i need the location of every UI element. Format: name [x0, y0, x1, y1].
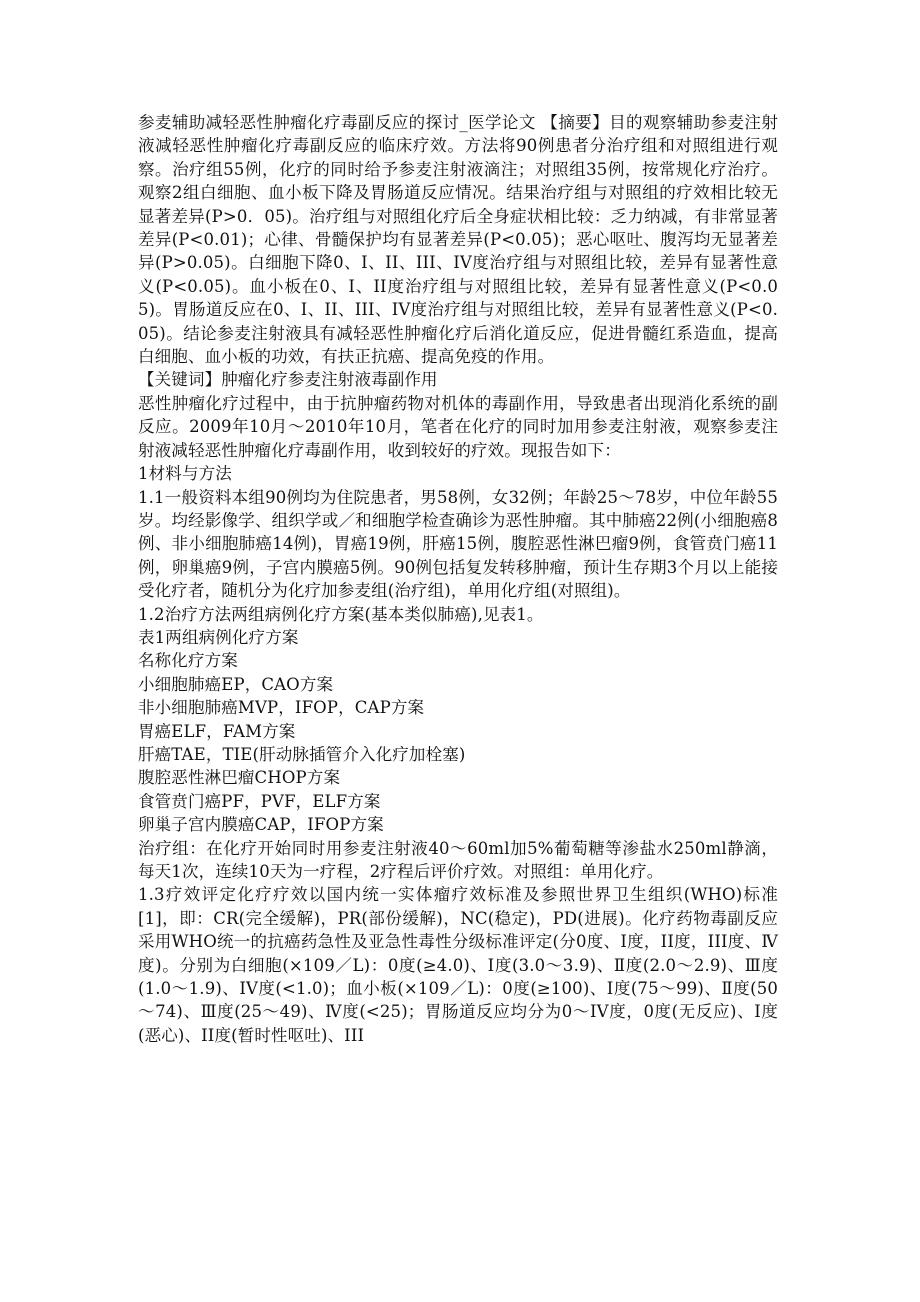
- table-caption: 表1两组病例化疗方案: [138, 627, 299, 647]
- table-row: 食管贲门癌PF，PVF，ELF方案: [138, 791, 381, 811]
- treatment-group-paragraph: 治疗组：在化疗开始同时用参麦注射液40～60ml加5%葡萄糖等渗盐水250ml静滴，每天1次，连续10天为一疗程，2疗程后评价疗效。对照组：单用化疗。: [138, 838, 778, 881]
- efficacy-evaluation-paragraph: 1.3疗效评定化疗疗效以国内统一实体瘤疗效标准及参照世界卫生组织(WHO)标准[1]，即：CR(完全缓解)，PR(部份缓解)，NC(稳定)，PD(进展)。化疗药物毒副反应采用WHO统一的抗癌药急性及亚急性毒性分级标准评定(分0度、I度，II度，III度、Ⅳ度)。分别为白细胞(×109／L)：0度(≥4.0)、I度(3.0～3.9)、Ⅱ度(2.0～2.9)、Ⅲ度(1.0～1.9)、IV度(<1.0)；血小板(×109／L)：0度(≥100)、I度(75～99)、Ⅱ度(50～74)、Ⅲ度(25～49)、Ⅳ度(<25)；胃肠道反应均分为0～IV度，0度(无反应)、I度(恶心)、II度(暂时性呕吐)、III: [138, 885, 778, 1045]
- abstract-paragraph: 参麦辅助减轻恶性肿瘤化疗毒副反应的探讨_医学论文 【摘要】目的观察辅助参麦注射液减轻恶性肿瘤化疗毒副反应的临床疗效。方法将90例患者分治疗组和对照组进行观察。治疗组55例，化疗的同时给予参麦注射液滴注；对照组35例，按常规化疗治疗。观察2组白细胞、血小板下降及胃肠道反应情况。结果治疗组与对照组的疗效相比较无显著差异(P>0．05)。治疗组与对照组化疗后全身症状相比较：乏力纳减，有非常显著差异(P<0.01)；心律、骨髓保护均有显著差异(P<0.05)；恶心呕吐、腹泻均无显著差异(P>0.05)。白细胞下降0、I、II、III、IV度治疗组与对照组比较，差异有显著性意义(P<0.05)。血小板在0、I、II度治疗组与对照组比较，差异有显著性意义(P<0.05)。胃肠道反应在0、I、II、III、IV度治疗组与对照组比较，差异有显著性意义(P<0.05)。结论参麦注射液具有减轻恶性肿瘤化疗后消化道反应，促进骨髓红系造血，提高白细胞、血小板的功效，有扶正抗癌、提高免疫的作用。: [138, 113, 778, 367]
- table-row: 腹腔恶性淋巴瘤CHOP方案: [138, 768, 341, 788]
- table-header: 名称化疗方案: [138, 651, 238, 671]
- table-row: 非小细胞肺癌MVP，IFOP，CAP方案: [138, 698, 425, 718]
- document-body: [138, 111, 778, 1047]
- table-row: 小细胞肺癌EP，CAO方案: [138, 674, 334, 694]
- treatment-method-paragraph: 1.2治疗方法两组病例化疗方案(基本类似肺癌),见表1。: [138, 604, 544, 624]
- keywords-line: 【关键词】肿瘤化疗参麦注射液毒副作用: [138, 370, 438, 390]
- intro-paragraph: 恶性肿瘤化疗过程中，由于抗肿瘤药物对机体的毒副作用，导致患者出现消化系统的副反应。2009年10月～2010年10月，笔者在化疗的同时加用参麦注射液，观察参麦注射液减轻恶性肿瘤化疗毒副作用，收到较好的疗效。现报告如下：: [138, 393, 778, 460]
- section-heading: 1材料与方法: [138, 464, 232, 484]
- table-row: 肝癌TAE，TIE(肝动脉插管介入化疗加栓塞): [138, 744, 466, 764]
- table-row: 胃癌ELF，FAM方案: [138, 721, 296, 741]
- general-data-paragraph: 1.1一般资料本组90例均为住院患者，男58例，女32例；年龄25～78岁，中位年龄55岁。均经影像学、组织学或／和细胞学检查确诊为恶性肿瘤。其中肺癌22例(小细胞癌8例、非小细胞肺癌14例)，胃癌19例，肝癌15例，腹腔恶性淋巴瘤9例，食管贲门癌11例，卵巢癌9例，子宫内膜癌5例。90例包括复发转移肿瘤，预计生存期3个月以上能接受化疗者，随机分为化疗加参麦组(治疗组)，单用化疗组(对照组)。: [138, 487, 778, 601]
- table-row: 卵巢子宫内膜癌CAP，IFOP方案: [138, 815, 384, 835]
